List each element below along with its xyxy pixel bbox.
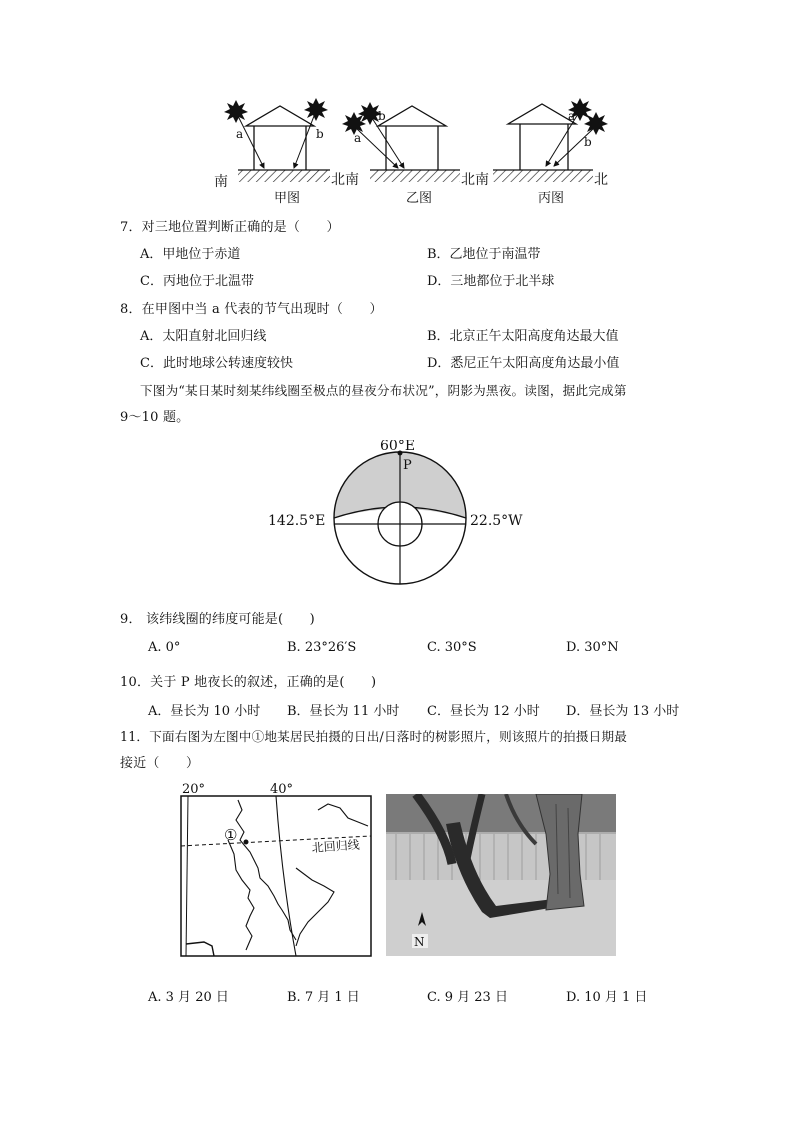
label-site-1: ① bbox=[224, 826, 238, 844]
label-lon-40: 40° bbox=[270, 782, 294, 797]
house-bing bbox=[508, 104, 576, 170]
q11-option-c[interactable]: C. 9 月 23 日 bbox=[427, 990, 508, 1005]
house-yi bbox=[378, 106, 446, 170]
q7-stem: 7．对三地位置判断正确的是（ ） bbox=[120, 220, 340, 235]
q10-option-b[interactable]: B．昼长为 11 小时 bbox=[287, 704, 400, 719]
label-60e: 60°E bbox=[380, 440, 416, 454]
direction-south: 南 bbox=[214, 174, 228, 190]
q8-stem: 8．在甲图中当 a 代表的节气出现时（ ） bbox=[120, 302, 383, 317]
label-north: N bbox=[414, 935, 425, 949]
caption-bing: 丙图 bbox=[538, 191, 565, 206]
q8-option-c[interactable]: C．此时地球公转速度较快 bbox=[140, 356, 293, 371]
label-a: a bbox=[568, 109, 576, 123]
label-a: a bbox=[354, 131, 362, 145]
ground-jia bbox=[238, 170, 330, 182]
label-b: b bbox=[316, 127, 324, 141]
label-b: b bbox=[378, 109, 386, 123]
house-jia bbox=[246, 106, 314, 170]
figure-sun-houses bbox=[210, 92, 620, 210]
ground-bing bbox=[493, 170, 593, 182]
caption-yi: 乙图 bbox=[406, 191, 433, 206]
q11-stem-line-2: 接近（ ） bbox=[120, 756, 200, 771]
q10-option-c[interactable]: C．昼长为 12 小时 bbox=[427, 704, 540, 719]
figure-map bbox=[178, 780, 374, 960]
figure-tree-photo bbox=[386, 794, 616, 956]
q7-option-b[interactable]: B．乙地位于南温带 bbox=[427, 247, 541, 262]
q7-option-c[interactable]: C．丙地位于北温带 bbox=[140, 274, 254, 289]
q10-option-d[interactable]: D．昼长为 13 小时 bbox=[566, 704, 680, 719]
q7-option-a[interactable]: A．甲地位于赤道 bbox=[140, 247, 241, 262]
q11-option-b[interactable]: B. 7 月 1 日 bbox=[287, 990, 360, 1005]
q10-stem: 10．关于 P 地夜长的叙述，正确的是( ) bbox=[120, 675, 377, 690]
label-tropic: 北回归线 bbox=[311, 837, 361, 855]
label-p: P bbox=[403, 458, 412, 473]
q11-option-a[interactable]: A. 3 月 20 日 bbox=[148, 990, 229, 1005]
direction-north-south-1: 北南 bbox=[331, 172, 359, 188]
intro-line-2: 9～10 题。 bbox=[120, 410, 190, 425]
q9-stem: 9． 该纬线圈的纬度可能是( ) bbox=[120, 612, 315, 627]
ground-yi bbox=[370, 170, 460, 182]
direction-north-south-2: 北南 bbox=[461, 172, 489, 188]
q8-option-a[interactable]: A．太阳直射北回归线 bbox=[140, 329, 267, 344]
q8-option-b[interactable]: B．北京正午太阳高度角达最大值 bbox=[427, 329, 619, 344]
q11-option-d[interactable]: D. 10 月 1 日 bbox=[566, 990, 648, 1005]
q8-option-d[interactable]: D．悉尼正午太阳高度角达最小值 bbox=[427, 356, 620, 371]
label-142e: 142.5°E bbox=[268, 513, 326, 529]
figure-day-night-circle bbox=[260, 440, 540, 596]
intro-line-1: 下图为“某日某时刻某纬线圈至极点的昼夜分布状况”，阴影为黑夜。读图，据此完成第 bbox=[140, 383, 627, 398]
label-lon-20: 20° bbox=[182, 782, 206, 797]
q9-option-a[interactable]: A. 0° bbox=[148, 640, 181, 655]
site-1-dot bbox=[244, 840, 249, 845]
q9-option-d[interactable]: D. 30°N bbox=[566, 640, 619, 655]
q7-option-d[interactable]: D．三地都位于北半球 bbox=[427, 274, 555, 289]
label-b: b bbox=[584, 135, 592, 149]
q9-option-b[interactable]: B. 23°26′S bbox=[287, 640, 357, 655]
q10-option-a[interactable]: A．昼长为 10 小时 bbox=[148, 704, 261, 719]
label-22w: 22.5°W bbox=[470, 513, 523, 529]
q11-stem-line-1: 11．下面右图为左图中①地某居民拍摄的日出/日落时的树影照片，则该照片的拍摄日期最 bbox=[120, 729, 628, 744]
caption-jia: 甲图 bbox=[274, 191, 301, 206]
direction-north: 北 bbox=[594, 172, 608, 188]
q9-option-c[interactable]: C. 30°S bbox=[427, 640, 477, 655]
label-a: a bbox=[236, 127, 244, 141]
